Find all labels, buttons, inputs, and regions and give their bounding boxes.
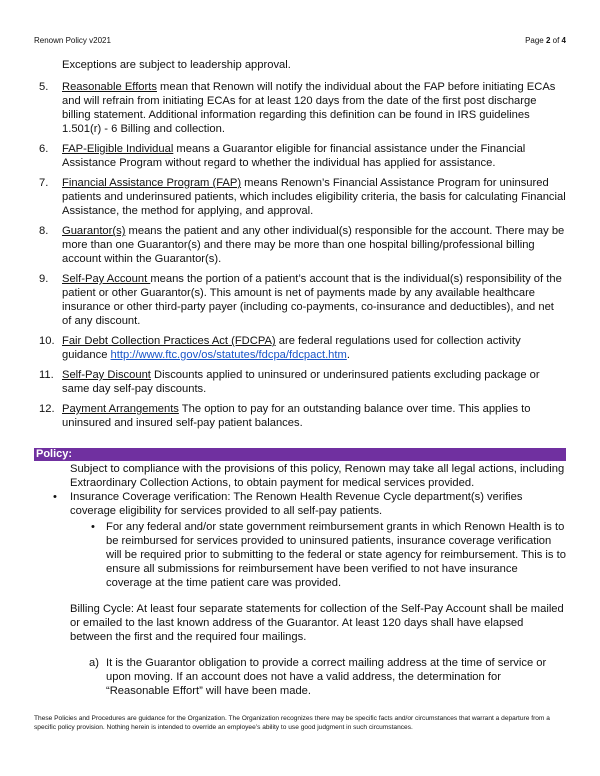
definition-term: FAP-Eligible Individual bbox=[62, 143, 174, 155]
policy-heading: Policy: bbox=[36, 448, 73, 460]
policy-heading-bar bbox=[34, 448, 566, 461]
definition-item: 8. Guarantor(s) means the patient and any other individual(s) responsible for the account. There may be more than one Guarantor(s) and there may be more than one hospital billing/professional billing account within the Guarantor(s). bbox=[39, 225, 565, 265]
billing-cycle-paragraph: Billing Cycle: At least four separate statements for collection of the Self-Pay Account shall be mailed or emailed to the last known address of the Guarantor. At least 120 days shall have elapsed between the first and the required four mailings. bbox=[70, 603, 564, 643]
definition-term: Reasonable Efforts bbox=[62, 81, 157, 93]
page-number: Page 2 of 4 bbox=[525, 36, 566, 45]
definition-term: Financial Assistance Program (FAP) bbox=[62, 177, 242, 189]
definition-term: Self-Pay Account bbox=[62, 273, 151, 285]
definition-item: 11. Self-Pay Discount Discounts applied to uninsured or underinsured patients excluding package or same day self-pay discounts. bbox=[39, 369, 540, 395]
definition-item: 5. Reasonable Efforts mean that Renown will notify the individual about the FAP before initiating ECAs and will refrain from initiating ECAs for at least 120 days from the date of the first post discharge billing statement. Additional information regarding this definition can be found in IRS guidelines 1.501(r) - 6 Billing and collection. bbox=[39, 81, 556, 135]
bullet-marker: • bbox=[53, 491, 57, 503]
definition-term: Fair Debt Collection Practices Act (FDCPA) bbox=[62, 335, 276, 347]
definition-item: 9. Self-Pay Account means the portion of a patient’s account that is the individual(s) responsibility of the patient or other Guarantor(s). This amount is net of payments made by any available healthcare insurance or other third-party payer (including co-payments, co-insurance and deductibles), and net of any discount. bbox=[39, 273, 562, 327]
definition-term: Payment Arrangements bbox=[62, 403, 179, 415]
definition-item: 12. Payment Arrangements The option to pay for an outstanding balance over time. This applies to uninsured and insured self-pay patient balances. bbox=[39, 403, 531, 429]
guarantor-address-item: a) It is the Guarantor obligation to provide a correct mailing address at the time of service or upon moving. If an account does not have a valid address, the determination for “Reasonable Effort” will have been made. bbox=[89, 657, 547, 697]
definition-term: Guarantor(s) bbox=[62, 225, 126, 237]
definition-item: 7. Financial Assistance Program (FAP) means Renown’s Financial Assistance Program for uninsured patients and underinsured patients, which includes eligibility criteria, the basis for calculating Financial Assistance, the method for applying, and approval. bbox=[39, 177, 566, 217]
document-title: Renown Policy v2021 bbox=[34, 36, 111, 45]
coverage-bullet: • Insurance Coverage verification: The Renown Health Revenue Cycle department(s) verifies coverage eligibility for services provided to all self-pay patients. bbox=[53, 491, 523, 517]
definitions-section bbox=[34, 58, 566, 436]
policy-intro: Subject to compliance with the provisions of this policy, Renown may take all legal actions, including Extraordinary Collection Actions, to obtain payment for medical services provided. bbox=[70, 463, 565, 489]
policy-section bbox=[34, 462, 566, 698]
exceptions-note: Exceptions are subject to leadership approval. bbox=[62, 59, 291, 71]
definition-item: 10. Fair Debt Collection Practices Act (FDCPA) are federal regulations used for collection activity guidance http://www.ftc.gov/os/statutes/fdcpa/fdcpact.htm. bbox=[39, 335, 521, 361]
definition-item: 6. FAP-Eligible Individual means a Guarantor eligible for financial assistance under the Financial Assistance Program without regard to whether the individual has applied for assistance. bbox=[39, 143, 526, 169]
reimbursement-sub-bullet: • For any federal and/or state government reimbursement grants in which Renown Health is to be reimbursed for services provided to uninsured patients, insurance coverage verification will be required prior to submitting to the federal or state agency for reimbursement. This is to ensure all submissions for reimbursement have been verified to not have insurance coverage at the time patient care was provided. bbox=[91, 521, 566, 589]
fdcpa-link[interactable]: http://www.ftc.gov/os/statutes/fdcpa/fdcpact.htm bbox=[110, 349, 347, 361]
definition-term: Self-Pay Discount bbox=[62, 369, 151, 381]
page-footer: These Policies and Procedures are guidance for the Organization. The Organization recognizes there may be specific facts and/or circumstances that warrant a departure from a specific policy provision. Nothing herein is intended to override an employee’s ability to use good judgment in such circumstances. bbox=[34, 715, 550, 731]
bullet-marker: • bbox=[91, 521, 95, 533]
